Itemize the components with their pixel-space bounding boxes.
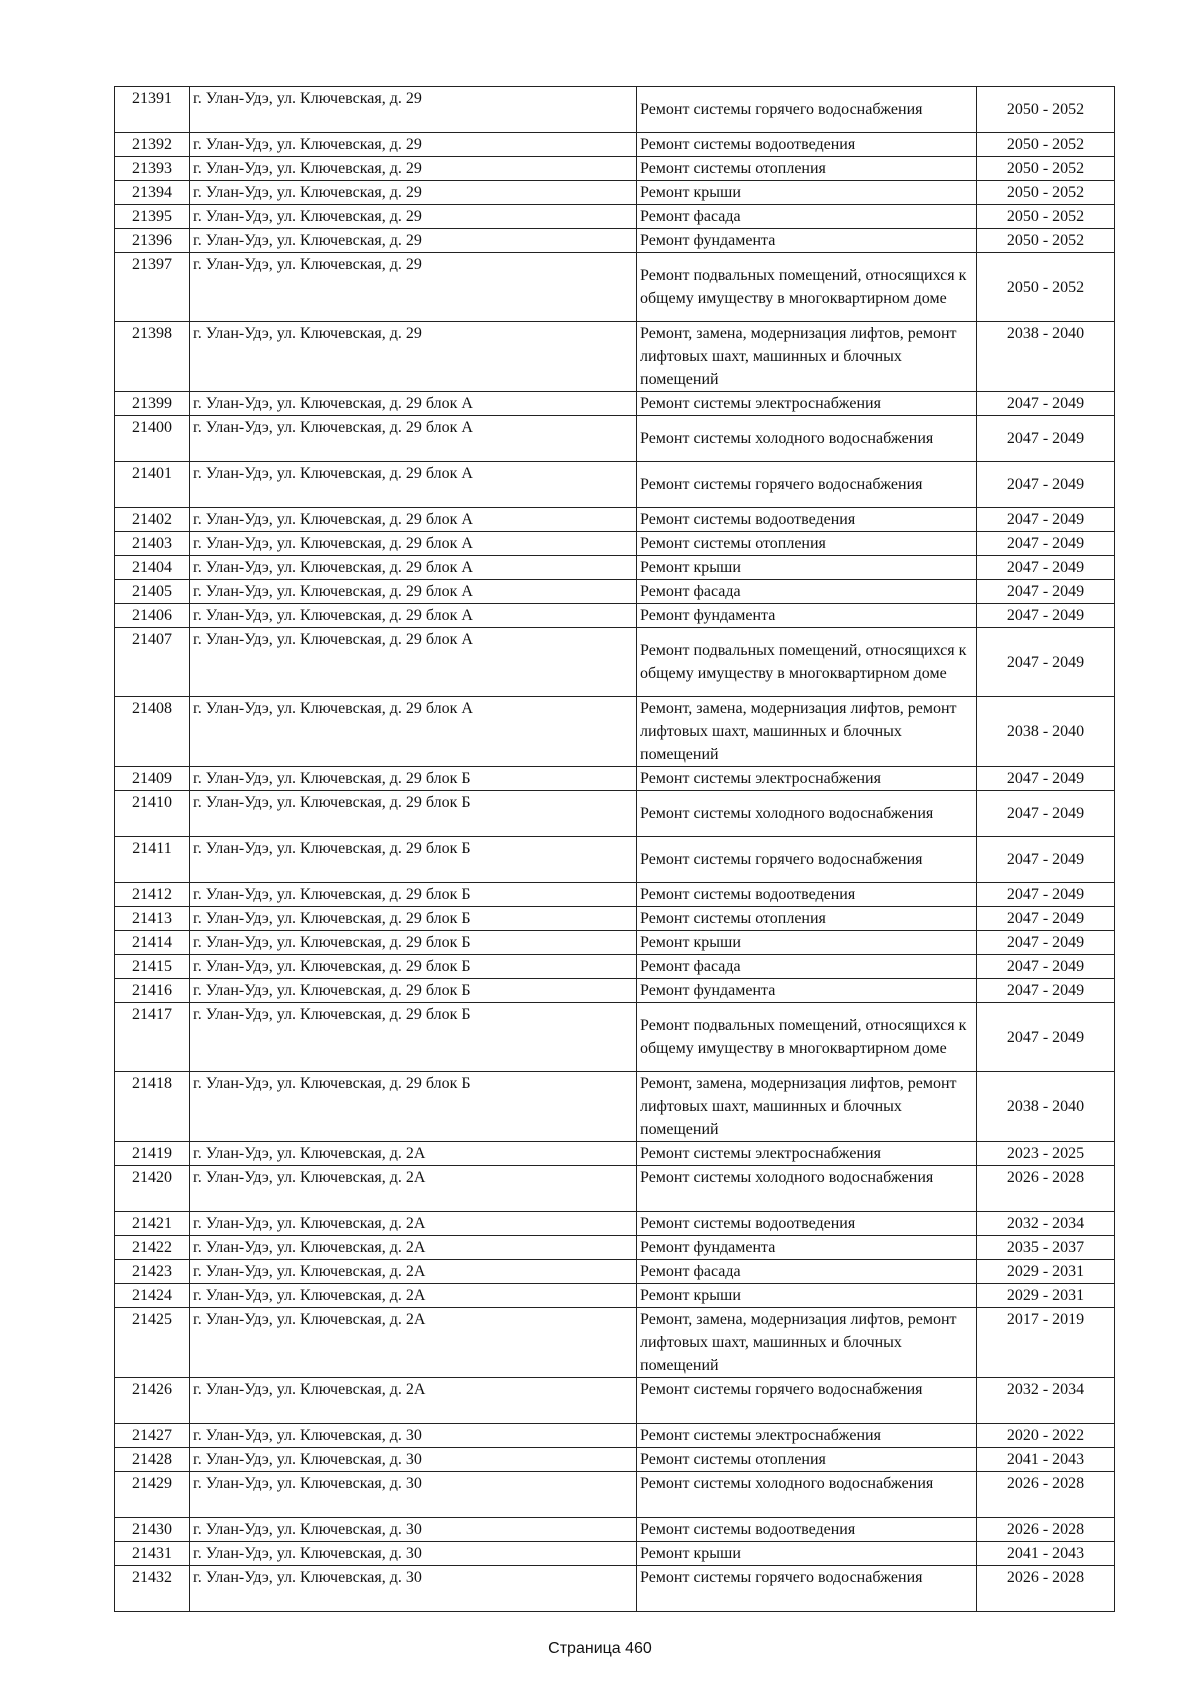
table-row <box>115 556 1115 580</box>
period-cell: 2047 - 2049 <box>977 392 1115 416</box>
work-type-cell: Ремонт фундамента <box>637 229 977 253</box>
work-type-cell: Ремонт системы электроснабжения <box>637 767 977 791</box>
address-cell: г. Улан-Удэ, ул. Ключевская, д. 2А <box>190 1166 637 1212</box>
work-type-cell: Ремонт системы холодного водоснабжения <box>637 416 977 462</box>
period-cell: 2050 - 2052 <box>977 253 1115 322</box>
period-cell: 2047 - 2049 <box>977 416 1115 462</box>
row-number-cell: 21426 <box>115 1378 190 1424</box>
table-row <box>115 604 1115 628</box>
address-cell: г. Улан-Удэ, ул. Ключевская, д. 29 блок Б <box>190 837 637 883</box>
period-cell: 2047 - 2049 <box>977 979 1115 1003</box>
work-type-cell: Ремонт крыши <box>637 1284 977 1308</box>
row-number-cell: 21405 <box>115 580 190 604</box>
address-cell: г. Улан-Удэ, ул. Ключевская, д. 30 <box>190 1518 637 1542</box>
table-row <box>115 837 1115 883</box>
period-cell: 2050 - 2052 <box>977 87 1115 133</box>
table-row <box>115 1260 1115 1284</box>
period-cell: 2047 - 2049 <box>977 931 1115 955</box>
work-type-cell: Ремонт, замена, модернизация лифтов, ремонт лифтовых шахт, машинных и блочных помещений <box>637 697 977 767</box>
work-type-cell: Ремонт системы водоотведения <box>637 1212 977 1236</box>
row-number-cell: 21416 <box>115 979 190 1003</box>
table-row <box>115 1212 1115 1236</box>
table-row <box>115 181 1115 205</box>
period-cell: 2041 - 2043 <box>977 1542 1115 1566</box>
address-cell: г. Улан-Удэ, ул. Ключевская, д. 29 <box>190 157 637 181</box>
table-row <box>115 580 1115 604</box>
address-cell: г. Улан-Удэ, ул. Ключевская, д. 29 блок А <box>190 697 637 767</box>
row-number-cell: 21423 <box>115 1260 190 1284</box>
table-row <box>115 955 1115 979</box>
table-row <box>115 322 1115 392</box>
address-cell: г. Улан-Удэ, ул. Ключевская, д. 30 <box>190 1566 637 1612</box>
period-cell: 2017 - 2019 <box>977 1308 1115 1378</box>
address-cell: г. Улан-Удэ, ул. Ключевская, д. 29 блок Б <box>190 979 637 1003</box>
work-type-cell: Ремонт системы горячего водоснабжения <box>637 837 977 883</box>
row-number-cell: 21424 <box>115 1284 190 1308</box>
row-number-cell: 21430 <box>115 1518 190 1542</box>
table-row <box>115 1424 1115 1448</box>
row-number-cell: 21391 <box>115 87 190 133</box>
work-type-cell: Ремонт фундамента <box>637 604 977 628</box>
row-number-cell: 21432 <box>115 1566 190 1612</box>
address-cell: г. Улан-Удэ, ул. Ключевская, д. 2А <box>190 1236 637 1260</box>
work-type-cell: Ремонт крыши <box>637 1542 977 1566</box>
row-number-cell: 21429 <box>115 1472 190 1518</box>
document-sheet <box>114 86 1114 1612</box>
period-cell: 2032 - 2034 <box>977 1212 1115 1236</box>
table-row <box>115 1142 1115 1166</box>
address-cell: г. Улан-Удэ, ул. Ключевская, д. 2А <box>190 1260 637 1284</box>
work-type-cell: Ремонт системы холодного водоснабжения <box>637 791 977 837</box>
period-cell: 2047 - 2049 <box>977 907 1115 931</box>
work-type-cell: Ремонт системы электроснабжения <box>637 392 977 416</box>
work-type-cell: Ремонт, замена, модернизация лифтов, ремонт лифтовых шахт, машинных и блочных помещений <box>637 1308 977 1378</box>
address-cell: г. Улан-Удэ, ул. Ключевская, д. 29 <box>190 322 637 392</box>
period-cell: 2047 - 2049 <box>977 883 1115 907</box>
work-type-cell: Ремонт, замена, модернизация лифтов, ремонт лифтовых шахт, машинных и блочных помещений <box>637 322 977 392</box>
period-cell: 2038 - 2040 <box>977 322 1115 392</box>
table-row <box>115 133 1115 157</box>
row-number-cell: 21393 <box>115 157 190 181</box>
work-type-cell: Ремонт подвальных помещений, относящихся к общему имуществу в многоквартирном доме <box>637 628 977 697</box>
table-row <box>115 1003 1115 1072</box>
address-cell: г. Улан-Удэ, ул. Ключевская, д. 29 блок Б <box>190 791 637 837</box>
row-number-cell: 21404 <box>115 556 190 580</box>
table-row <box>115 508 1115 532</box>
table-row <box>115 1448 1115 1472</box>
work-type-cell: Ремонт фундамента <box>637 979 977 1003</box>
period-cell: 2035 - 2037 <box>977 1236 1115 1260</box>
work-type-cell: Ремонт крыши <box>637 181 977 205</box>
address-cell: г. Улан-Удэ, ул. Ключевская, д. 29 блок Б <box>190 955 637 979</box>
row-number-cell: 21399 <box>115 392 190 416</box>
period-cell: 2050 - 2052 <box>977 133 1115 157</box>
row-number-cell: 21402 <box>115 508 190 532</box>
table-row <box>115 791 1115 837</box>
period-cell: 2047 - 2049 <box>977 532 1115 556</box>
period-cell: 2026 - 2028 <box>977 1166 1115 1212</box>
row-number-cell: 21396 <box>115 229 190 253</box>
row-number-cell: 21415 <box>115 955 190 979</box>
period-cell: 2047 - 2049 <box>977 556 1115 580</box>
work-type-cell: Ремонт системы горячего водоснабжения <box>637 87 977 133</box>
work-type-cell: Ремонт подвальных помещений, относящихся к общему имуществу в многоквартирном доме <box>637 253 977 322</box>
row-number-cell: 21409 <box>115 767 190 791</box>
row-number-cell: 21403 <box>115 532 190 556</box>
work-type-cell: Ремонт системы отопления <box>637 532 977 556</box>
work-type-cell: Ремонт системы отопления <box>637 157 977 181</box>
period-cell: 2029 - 2031 <box>977 1260 1115 1284</box>
address-cell: г. Улан-Удэ, ул. Ключевская, д. 29 <box>190 253 637 322</box>
table-row <box>115 628 1115 697</box>
period-cell: 2047 - 2049 <box>977 604 1115 628</box>
address-cell: г. Улан-Удэ, ул. Ключевская, д. 29 <box>190 229 637 253</box>
table-row <box>115 229 1115 253</box>
period-cell: 2050 - 2052 <box>977 157 1115 181</box>
address-cell: г. Улан-Удэ, ул. Ключевская, д. 29 блок Б <box>190 767 637 791</box>
table-row <box>115 1566 1115 1612</box>
period-cell: 2047 - 2049 <box>977 837 1115 883</box>
row-number-cell: 21414 <box>115 931 190 955</box>
work-type-cell: Ремонт системы холодного водоснабжения <box>637 1472 977 1518</box>
work-type-cell: Ремонт фасада <box>637 580 977 604</box>
repair-schedule-table <box>114 86 1115 1612</box>
row-number-cell: 21418 <box>115 1072 190 1142</box>
work-type-cell: Ремонт, замена, модернизация лифтов, ремонт лифтовых шахт, машинных и блочных помещений <box>637 1072 977 1142</box>
address-cell: г. Улан-Удэ, ул. Ключевская, д. 29 <box>190 133 637 157</box>
period-cell: 2050 - 2052 <box>977 181 1115 205</box>
work-type-cell: Ремонт системы холодного водоснабжения <box>637 1166 977 1212</box>
table-row <box>115 1308 1115 1378</box>
work-type-cell: Ремонт системы отопления <box>637 907 977 931</box>
period-cell: 2050 - 2052 <box>977 229 1115 253</box>
period-cell: 2023 - 2025 <box>977 1142 1115 1166</box>
row-number-cell: 21421 <box>115 1212 190 1236</box>
period-cell: 2020 - 2022 <box>977 1424 1115 1448</box>
row-number-cell: 21398 <box>115 322 190 392</box>
row-number-cell: 21417 <box>115 1003 190 1072</box>
work-type-cell: Ремонт системы электроснабжения <box>637 1142 977 1166</box>
period-cell: 2026 - 2028 <box>977 1518 1115 1542</box>
row-number-cell: 21412 <box>115 883 190 907</box>
address-cell: г. Улан-Удэ, ул. Ключевская, д. 29 блок А <box>190 462 637 508</box>
address-cell: г. Улан-Удэ, ул. Ключевская, д. 29 блок Б <box>190 907 637 931</box>
row-number-cell: 21427 <box>115 1424 190 1448</box>
address-cell: г. Улан-Удэ, ул. Ключевская, д. 2А <box>190 1212 637 1236</box>
table-row <box>115 1072 1115 1142</box>
address-cell: г. Улан-Удэ, ул. Ключевская, д. 2А <box>190 1308 637 1378</box>
row-number-cell: 21395 <box>115 205 190 229</box>
work-type-cell: Ремонт системы электроснабжения <box>637 1424 977 1448</box>
period-cell: 2047 - 2049 <box>977 580 1115 604</box>
row-number-cell: 21413 <box>115 907 190 931</box>
table-row <box>115 1542 1115 1566</box>
table-row <box>115 931 1115 955</box>
work-type-cell: Ремонт системы горячего водоснабжения <box>637 1378 977 1424</box>
work-type-cell: Ремонт крыши <box>637 556 977 580</box>
work-type-cell: Ремонт фасада <box>637 205 977 229</box>
address-cell: г. Улан-Удэ, ул. Ключевская, д. 2А <box>190 1142 637 1166</box>
period-cell: 2029 - 2031 <box>977 1284 1115 1308</box>
row-number-cell: 21408 <box>115 697 190 767</box>
table-row <box>115 1378 1115 1424</box>
period-cell: 2050 - 2052 <box>977 205 1115 229</box>
period-cell: 2047 - 2049 <box>977 462 1115 508</box>
table-row <box>115 1166 1115 1212</box>
period-cell: 2047 - 2049 <box>977 791 1115 837</box>
table-row <box>115 1472 1115 1518</box>
work-type-cell: Ремонт фасада <box>637 955 977 979</box>
table-row <box>115 87 1115 133</box>
work-type-cell: Ремонт системы отопления <box>637 1448 977 1472</box>
row-number-cell: 21425 <box>115 1308 190 1378</box>
table-row <box>115 907 1115 931</box>
address-cell: г. Улан-Удэ, ул. Ключевская, д. 30 <box>190 1448 637 1472</box>
row-number-cell: 21420 <box>115 1166 190 1212</box>
row-number-cell: 21401 <box>115 462 190 508</box>
period-cell: 2038 - 2040 <box>977 1072 1115 1142</box>
table-row <box>115 157 1115 181</box>
row-number-cell: 21392 <box>115 133 190 157</box>
row-number-cell: 21394 <box>115 181 190 205</box>
row-number-cell: 21407 <box>115 628 190 697</box>
work-type-cell: Ремонт фундамента <box>637 1236 977 1260</box>
period-cell: 2047 - 2049 <box>977 628 1115 697</box>
work-type-cell: Ремонт крыши <box>637 931 977 955</box>
address-cell: г. Улан-Удэ, ул. Ключевская, д. 29 блок Б <box>190 883 637 907</box>
address-cell: г. Улан-Удэ, ул. Ключевская, д. 29 <box>190 205 637 229</box>
table-row <box>115 767 1115 791</box>
period-cell: 2047 - 2049 <box>977 1003 1115 1072</box>
period-cell: 2047 - 2049 <box>977 767 1115 791</box>
address-cell: г. Улан-Удэ, ул. Ключевская, д. 2А <box>190 1378 637 1424</box>
period-cell: 2047 - 2049 <box>977 955 1115 979</box>
table-row <box>115 1518 1115 1542</box>
row-number-cell: 21428 <box>115 1448 190 1472</box>
row-number-cell: 21410 <box>115 791 190 837</box>
address-cell: г. Улан-Удэ, ул. Ключевская, д. 29 блок Б <box>190 1003 637 1072</box>
table-row <box>115 979 1115 1003</box>
work-type-cell: Ремонт системы водоотведения <box>637 508 977 532</box>
work-type-cell: Ремонт системы водоотведения <box>637 133 977 157</box>
address-cell: г. Улан-Удэ, ул. Ключевская, д. 29 блок А <box>190 532 637 556</box>
address-cell: г. Улан-Удэ, ул. Ключевская, д. 29 блок А <box>190 392 637 416</box>
period-cell: 2026 - 2028 <box>977 1566 1115 1612</box>
address-cell: г. Улан-Удэ, ул. Ключевская, д. 29 блок А <box>190 508 637 532</box>
address-cell: г. Улан-Удэ, ул. Ключевская, д. 29 <box>190 87 637 133</box>
work-type-cell: Ремонт фасада <box>637 1260 977 1284</box>
table-row <box>115 697 1115 767</box>
table-row <box>115 1284 1115 1308</box>
address-cell: г. Улан-Удэ, ул. Ключевская, д. 29 блок А <box>190 580 637 604</box>
work-type-cell: Ремонт подвальных помещений, относящихся к общему имуществу в многоквартирном доме <box>637 1003 977 1072</box>
address-cell: г. Улан-Удэ, ул. Ключевская, д. 29 <box>190 181 637 205</box>
row-number-cell: 21406 <box>115 604 190 628</box>
row-number-cell: 21431 <box>115 1542 190 1566</box>
table-row <box>115 1236 1115 1260</box>
row-number-cell: 21422 <box>115 1236 190 1260</box>
period-cell: 2041 - 2043 <box>977 1448 1115 1472</box>
row-number-cell: 21397 <box>115 253 190 322</box>
table-row <box>115 416 1115 462</box>
address-cell: г. Улан-Удэ, ул. Ключевская, д. 30 <box>190 1542 637 1566</box>
row-number-cell: 21411 <box>115 837 190 883</box>
address-cell: г. Улан-Удэ, ул. Ключевская, д. 30 <box>190 1424 637 1448</box>
table-row <box>115 532 1115 556</box>
table-row <box>115 253 1115 322</box>
period-cell: 2038 - 2040 <box>977 697 1115 767</box>
address-cell: г. Улан-Удэ, ул. Ключевская, д. 29 блок А <box>190 604 637 628</box>
work-type-cell: Ремонт системы горячего водоснабжения <box>637 1566 977 1612</box>
work-type-cell: Ремонт системы водоотведения <box>637 1518 977 1542</box>
period-cell: 2047 - 2049 <box>977 508 1115 532</box>
work-type-cell: Ремонт системы горячего водоснабжения <box>637 462 977 508</box>
page-number: Страница 460 <box>548 1640 652 1657</box>
address-cell: г. Улан-Удэ, ул. Ключевская, д. 30 <box>190 1472 637 1518</box>
row-number-cell: 21419 <box>115 1142 190 1166</box>
work-type-cell: Ремонт системы водоотведения <box>637 883 977 907</box>
period-cell: 2026 - 2028 <box>977 1472 1115 1518</box>
table-row <box>115 205 1115 229</box>
table-row <box>115 462 1115 508</box>
table-row <box>115 883 1115 907</box>
table-row <box>115 392 1115 416</box>
address-cell: г. Улан-Удэ, ул. Ключевская, д. 29 блок Б <box>190 931 637 955</box>
period-cell: 2032 - 2034 <box>977 1378 1115 1424</box>
address-cell: г. Улан-Удэ, ул. Ключевская, д. 2А <box>190 1284 637 1308</box>
row-number-cell: 21400 <box>115 416 190 462</box>
address-cell: г. Улан-Удэ, ул. Ключевская, д. 29 блок А <box>190 628 637 697</box>
table-body <box>115 87 1115 1612</box>
address-cell: г. Улан-Удэ, ул. Ключевская, д. 29 блок А <box>190 416 637 462</box>
address-cell: г. Улан-Удэ, ул. Ключевская, д. 29 блок А <box>190 556 637 580</box>
address-cell: г. Улан-Удэ, ул. Ключевская, д. 29 блок Б <box>190 1072 637 1142</box>
